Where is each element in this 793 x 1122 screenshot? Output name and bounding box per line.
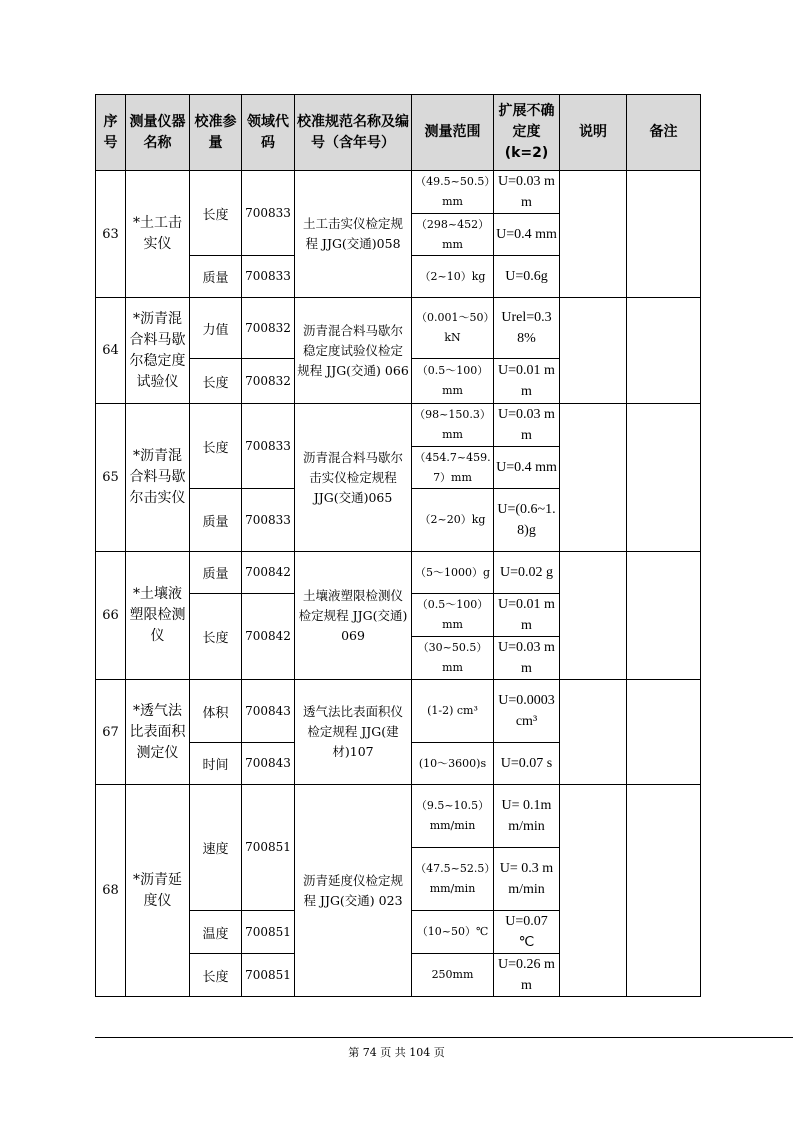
uncertainty-cell: U=0.02 g: [494, 552, 560, 594]
spec-cell: 沥青混合料马歇尔稳定度试验仪检定规程 JJG(交通) 066: [295, 298, 412, 404]
domain-code-cell: 700832: [242, 359, 295, 404]
spec-cell: 透气法比表面积仪检定规程 JJG(建材)107: [295, 680, 412, 785]
uncertainty-cell: U=0.6g: [494, 256, 560, 298]
parameter-cell: 长度: [190, 594, 242, 680]
header-spec: 校准规范名称及编号（含年号）: [295, 95, 412, 171]
instrument-name: *沥青混合料马歇尔稳定度试验仪: [126, 298, 190, 404]
table-row: [96, 785, 701, 848]
domain-code-cell: 700833: [242, 489, 295, 552]
domain-code-cell: 700842: [242, 552, 295, 594]
uncertainty-cell: U=0.03 mm: [494, 404, 560, 447]
range-cell: （454.7~459.7）mm: [412, 447, 494, 489]
header-range: 测量范围: [412, 95, 494, 171]
range-cell: （0.001～50）kN: [412, 298, 494, 359]
range-cell: （0.5～100）mm: [412, 359, 494, 404]
parameter-cell: 力值: [190, 298, 242, 359]
range-cell: (10～3600)s: [412, 743, 494, 785]
range-cell: （10~50）℃: [412, 911, 494, 954]
description-cell: [560, 298, 627, 404]
domain-code-cell: 700851: [242, 785, 295, 911]
page-number: 第 74 页 共 104 页: [348, 1046, 445, 1059]
uncertainty-cell: U=0.07 ℃: [494, 911, 560, 954]
description-cell: [560, 785, 627, 997]
parameter-cell: 长度: [190, 954, 242, 997]
description-cell: [560, 171, 627, 298]
instrument-name: *透气法比表面积测定仪: [126, 680, 190, 785]
domain-code-cell: 700832: [242, 298, 295, 359]
uncertainty-cell: U=0.26 mm: [494, 954, 560, 997]
domain-code-cell: 700843: [242, 743, 295, 785]
header-domain-code: 领域代码: [242, 95, 295, 171]
header-uncertainty: 扩展不确定度(k=2): [494, 95, 560, 171]
range-cell: （98~150.3）mm: [412, 404, 494, 447]
uncertainty-cell: U=0.03 mm: [494, 171, 560, 214]
parameter-cell: 温度: [190, 911, 242, 954]
instrument-name: *土壤液塑限检测仪: [126, 552, 190, 680]
parameter-cell: 体积: [190, 680, 242, 743]
instrument-name: *沥青延度仪: [126, 785, 190, 997]
remark-cell: [627, 404, 701, 552]
uncertainty-cell: U=0.01 mm: [494, 594, 560, 637]
table-row: [96, 404, 701, 447]
description-cell: [560, 404, 627, 552]
range-cell: （9.5~10.5）mm/min: [412, 785, 494, 848]
parameter-cell: 速度: [190, 785, 242, 911]
spec-cell: 沥青混合料马歇尔击实仪检定规程 JJG(交通)065: [295, 404, 412, 552]
header-row: [96, 95, 701, 171]
spec-cell: 沥青延度仪检定规程 JJG(交通) 023: [295, 785, 412, 997]
uncertainty-cell: Urel=0.38%: [494, 298, 560, 359]
description-cell: [560, 552, 627, 680]
remark-cell: [627, 552, 701, 680]
uncertainty-cell: U=0.01 mm: [494, 359, 560, 404]
instrument-name: *土工击实仪: [126, 171, 190, 298]
domain-code-cell: 700843: [242, 680, 295, 743]
seq-cell: 64: [96, 298, 126, 404]
seq-cell: 65: [96, 404, 126, 552]
parameter-cell: 长度: [190, 171, 242, 256]
parameter-cell: 质量: [190, 489, 242, 552]
spec-cell: 土壤液塑限检测仪检定规程 JJG(交通) 069: [295, 552, 412, 680]
range-cell: （5～1000）g: [412, 552, 494, 594]
domain-code-cell: 700842: [242, 594, 295, 680]
spec-cell: 土工击实仪检定规程 JJG(交通)058: [295, 171, 412, 298]
table-row: [96, 298, 701, 359]
description-cell: [560, 680, 627, 785]
range-cell: 250mm: [412, 954, 494, 997]
header-seq: 序号: [96, 95, 126, 171]
uncertainty-cell: U= 0.3 mm/min: [494, 848, 560, 911]
domain-code-cell: 700851: [242, 911, 295, 954]
remark-cell: [627, 785, 701, 997]
parameter-cell: 质量: [190, 552, 242, 594]
domain-code-cell: 700851: [242, 954, 295, 997]
parameter-cell: 长度: [190, 359, 242, 404]
table-row: [96, 552, 701, 594]
uncertainty-cell: U=0.4 mm: [494, 447, 560, 489]
parameter-cell: 时间: [190, 743, 242, 785]
range-cell: （2~10）kg: [412, 256, 494, 298]
range-cell: （298~452）mm: [412, 214, 494, 256]
seq-cell: 67: [96, 680, 126, 785]
header-description: 说明: [560, 95, 627, 171]
uncertainty-cell: U=0.07 s: [494, 743, 560, 785]
uncertainty-cell: U=0.0003 cm³: [494, 680, 560, 743]
range-cell: (1-2) cm³: [412, 680, 494, 743]
header-instrument: 测量仪器名称: [126, 95, 190, 171]
domain-code-cell: 700833: [242, 404, 295, 489]
range-cell: （47.5~52.5）mm/min: [412, 848, 494, 911]
uncertainty-cell: U=0.4 mm: [494, 214, 560, 256]
parameter-cell: 长度: [190, 404, 242, 489]
seq-cell: 66: [96, 552, 126, 680]
remark-cell: [627, 171, 701, 298]
table-row: [96, 171, 701, 214]
header-parameter: 校准参量: [190, 95, 242, 171]
seq-cell: 63: [96, 171, 126, 298]
uncertainty-cell: U=0.03 mm: [494, 637, 560, 680]
calibration-table: [95, 94, 701, 997]
domain-code-cell: 700833: [242, 171, 295, 256]
instrument-name: *沥青混合料马歇尔击实仪: [126, 404, 190, 552]
range-cell: （30~50.5）mm: [412, 637, 494, 680]
header-remark: 备注: [627, 95, 701, 171]
seq-cell: 68: [96, 785, 126, 997]
range-cell: （2~20）kg: [412, 489, 494, 552]
table-row: [96, 680, 701, 743]
parameter-cell: 质量: [190, 256, 242, 298]
remark-cell: [627, 298, 701, 404]
uncertainty-cell: U= 0.1mm/min: [494, 785, 560, 848]
range-cell: （49.5~50.5）mm: [412, 171, 494, 214]
range-cell: （0.5～100）mm: [412, 594, 494, 637]
remark-cell: [627, 680, 701, 785]
uncertainty-cell: U=(0.6~1.8)g: [494, 489, 560, 552]
footer-divider: [95, 1037, 793, 1038]
domain-code-cell: 700833: [242, 256, 295, 298]
